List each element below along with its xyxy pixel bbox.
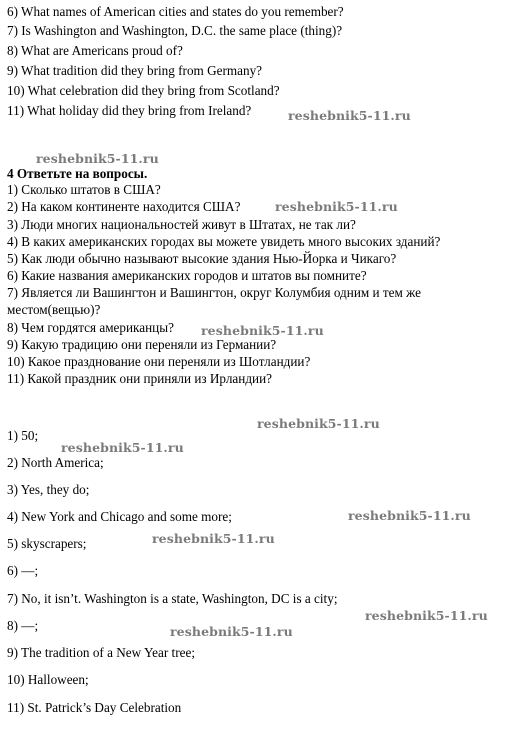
answer-1: 1) 50; [7,428,39,443]
answer-9: 9) The tradition of a New Year tree; [7,645,195,660]
question-ru-11: 11) Какой праздник они приняли из Ирландии? [7,371,272,386]
answer-11: 11) St. Patrick’s Day Celebration [7,700,182,715]
question-en-9: 9) What tradition did they bring from Germany? [7,63,263,78]
watermark-text: reshebnik5-11.ru [257,416,380,431]
answer-5: 5) skyscrapers; [7,536,87,551]
watermark-text: reshebnik5-11.ru [348,508,471,523]
watermark-text: reshebnik5-11.ru [365,608,488,623]
question-ru-2: 2) На каком континенте находится США? [7,199,241,214]
question-ru-7-cont: местом(вещью)? [7,302,101,317]
watermark-text: reshebnik5-11.ru [152,531,275,546]
watermark-text: reshebnik5-11.ru [36,151,159,166]
question-ru-5: 5) Как люди обычно называют высокие здания Нью-Йорка и Чикаго? [7,251,397,266]
watermark-text: reshebnik5-11.ru [288,108,411,123]
question-ru-4: 4) В каких американских городах вы можете увидеть много высоких зданий? [7,234,441,249]
answer-8: 8) —; [7,618,39,633]
question-ru-7: 7) Является ли Вашингтон и Вашингтон, округ Колумбия одним и тем же [7,285,421,300]
task4-heading: 4 Ответьте на вопросы. [7,166,148,181]
watermark-text: reshebnik5-11.ru [61,440,184,455]
watermark-text: reshebnik5-11.ru [201,323,324,338]
watermark-text: reshebnik5-11.ru [170,624,293,639]
answer-7: 7) No, it isn’t. Washington is a state, Washington, DC is a city; [7,591,338,606]
question-ru-8: 8) Чем гордятся американцы? [7,320,174,335]
answer-6: 6) —; [7,563,39,578]
answer-10: 10) Halloween; [7,672,89,687]
question-en-8: 8) What are Americans proud of? [7,43,183,58]
answer-4: 4) New York and Chicago and some more; [7,509,232,524]
answer-2: 2) North America; [7,455,104,470]
answer-3: 3) Yes, they do; [7,482,90,497]
question-ru-6: 6) Какие названия американских городов и штатов вы помните? [7,268,367,283]
question-en-7: 7) Is Washington and Washington, D.C. the same place (thing)? [7,23,343,38]
question-en-6: 6) What names of American cities and states do you remember? [7,4,344,19]
question-ru-1: 1) Сколько штатов в США? [7,182,161,197]
question-ru-9: 9) Какую традицию они переняли из Германии? [7,337,277,352]
question-en-10: 10) What celebration did they bring from Scotland? [7,83,280,98]
question-en-11: 11) What holiday did they bring from Ireland? [7,103,252,118]
question-ru-10: 10) Какое празднование они переняли из Шотландии? [7,354,311,369]
question-ru-3: 3) Люди многих национальностей живут в Штатах, не так ли? [7,217,356,232]
watermark-text: reshebnik5-11.ru [275,199,398,214]
